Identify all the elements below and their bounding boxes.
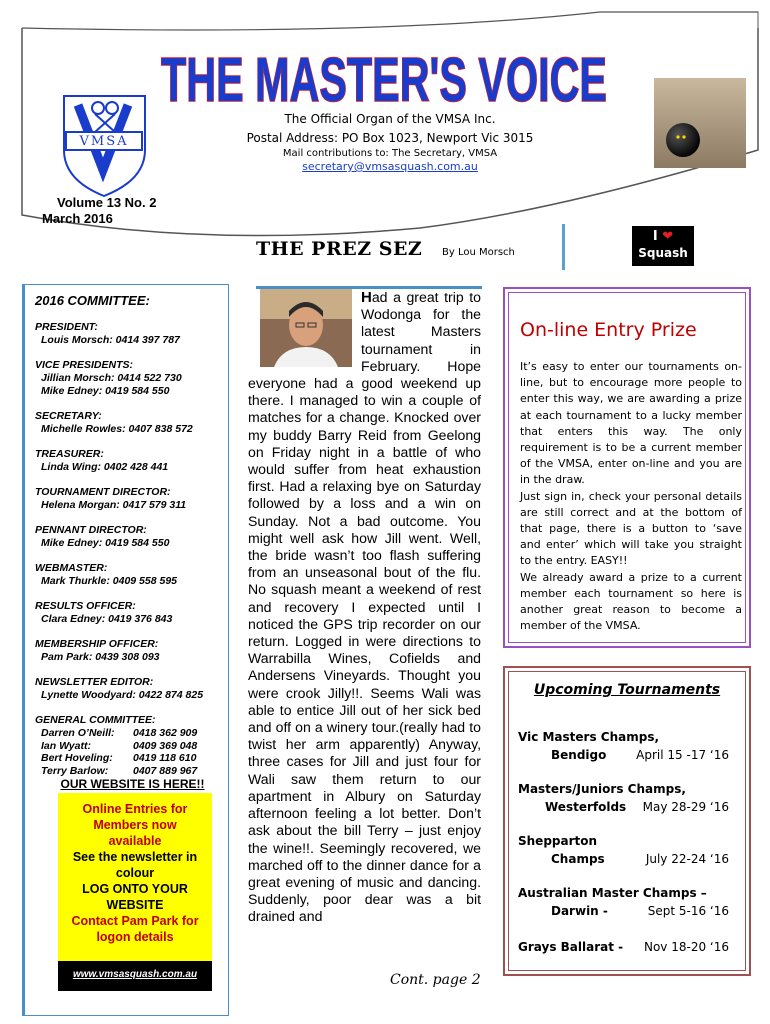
committee-role: RESULTS OFFICER: [35, 600, 136, 612]
committee-member: Louis Morsch: 0414 397 787 [41, 334, 180, 346]
volume-number: Volume 13 No. 2 [57, 195, 157, 210]
tournament-dates: Sept 5-16 ‘16 [647, 904, 729, 918]
committee-role: NEWSLETTER EDITOR: [35, 676, 154, 688]
mail-line: Mail contributions to: The Secretary, VMSA [282, 148, 498, 159]
committee-member: Linda Wing: 0402 428 441 [41, 461, 169, 473]
tournament-name: Australian Master Champs – [518, 886, 707, 900]
committee-member: Lynette Woodyard: 0422 874 825 [41, 689, 204, 701]
promo-line: WEBSITE [106, 898, 164, 912]
committee-member: Jillian Morsch: 0414 522 730 [41, 372, 182, 384]
general-member-phone: 0418 362 909 [133, 727, 198, 739]
tournament-dates: July 22-24 ‘16 [645, 852, 729, 866]
promo-line: colour [115, 866, 155, 880]
online-entry-prize-box [503, 287, 751, 648]
tournament-place: Westerfolds [545, 800, 627, 814]
tournament-place: Bendigo [551, 748, 607, 762]
committee-member: Clara Edney: 0419 376 843 [41, 613, 173, 625]
committee-role: PENNANT DIRECTOR: [35, 524, 147, 536]
logo-text: VMSA [79, 134, 129, 149]
committee-role: VICE PRESIDENTS: [35, 359, 134, 371]
entry-paragraph: We already award a prize to a current member each tournament so here is another great reason to become a member of the VMSA. [520, 570, 742, 633]
i-love-squash-badge [632, 226, 694, 266]
general-member-name: Bert Hoveling: [41, 752, 113, 764]
committee-member: Michelle Rowles: 0407 838 572 [41, 423, 193, 435]
tournament-name: Masters/Juniors Champs, [518, 782, 686, 796]
committee-role: MEMBERSHIP OFFICER: [35, 638, 159, 650]
drop-cap: H [361, 289, 372, 306]
website-heading: OUR WEBSITE IS HERE!! [60, 777, 205, 791]
general-member-name: Darren O’Neill: [41, 727, 115, 739]
online-entries-promo [58, 793, 212, 961]
committee-role: GENERAL COMMITTEE: [35, 714, 156, 726]
committee-member: Pam Park: 0439 308 093 [41, 651, 160, 663]
author-photo [260, 289, 352, 367]
general-member-name: Ian Wyatt: [41, 739, 91, 752]
website-url-link[interactable]: www.vmsasquash.com.au [58, 961, 212, 991]
general-member-phone: 0419 118 610 [133, 752, 197, 764]
committee-role: SECRETARY: [35, 410, 102, 422]
tournament-dates: Nov 18-20 ‘16 [643, 940, 729, 954]
squash-ball-photo [654, 78, 746, 168]
heading-divider [562, 224, 565, 270]
committee-role: PRESIDENT: [35, 321, 98, 333]
promo-line: See the newsletter in [72, 850, 198, 864]
promo-line: Contact Pam Park for [71, 914, 199, 928]
issue-date: March 2016 [42, 211, 113, 226]
prez-byline: By Lou Morsch [442, 247, 515, 258]
masthead-title [158, 46, 610, 115]
committee-member: Mike Edney: 0419 584 550 [41, 537, 170, 549]
svg-text:THE MASTER'S VOICE: THE MASTER'S VOICE [161, 46, 607, 115]
promo-line: Online Entries for [82, 802, 188, 816]
general-member-name: Terry Barlow: [41, 764, 109, 777]
general-member-phone: 0407 889 967 [133, 764, 198, 777]
entry-paragraph: Just sign in, check your personal details are still correct and at the bottom of that page, there is a button to ‘save and enter’ which will take you straight to the entry. EASY!! [520, 489, 742, 568]
tournament-dates: April 15 -17 ‘16 [636, 748, 729, 762]
continued-note: Cont. page 2 [390, 972, 481, 988]
promo-line: LOG ONTO YOUR [82, 882, 188, 896]
organ-line: The Official Organ of the VMSA Inc. [284, 112, 496, 126]
header-banner [0, 0, 770, 260]
promo-line: logon details [96, 930, 174, 944]
email-link[interactable]: secretary@vmsasquash.com.au [302, 160, 478, 173]
prez-sez-title: THE PREZ SEZ [256, 238, 423, 260]
tournament-place: Champs [551, 852, 605, 866]
general-member-phone: 0409 369 048 [133, 739, 198, 752]
prez-article [248, 289, 481, 969]
tournament-name: Shepparton [518, 834, 598, 848]
committee-heading: 2016 COMMITTEE: [35, 293, 150, 308]
committee-role: WEBMASTER: [35, 562, 108, 574]
entry-paragraph: It’s easy to enter our tournaments on-line, but to encourage more people to enter this way, we are awarding a prize at each tournament to a lucky member that enters this way. The only requirement is to be a current member of the VMSA, enter on-line and you are in the draw. [520, 360, 742, 487]
article-body: ad a great trip to Wodonga for the latest Masters tournament in February. Hope everyone had a good weekend up there. I managed to win a couple of matches for a change. Knocked over my buddy Barry Reid from Geelong on Friday night in a battle of who would suffer from heat exhaustion first. Had a relaxing bye on Saturday followed by a loss and a win on Sunday. Not a bad outcome. You might well ask how Jill went. Well, the bride wasn’t too flash suffering from an unseasonal bout of the flu. No squash meant a weekend of rest and recovery I expected until I noticed the GPS trip recorder on our return. Logged in were directions to Warrabilla Wines, Cofields and Andersens Vineyards. Thought you were crook Jilly!!. Seems Wali was able to entice Jill out of her sick bed and off on a winery tour.(really had to twist her arm apparently) Anyway, three cases for Jill and just four for Wali saw them return to our apartment in Albury on Saturday afternoon feeling a lot better. Don’t ask about the bill Terry – just enjoy the wine!!. Seemingly recovered, we marched off to the dinner dance for a great evening of music and dancing. Suddenly, poor dear was a bit drained and [248, 289, 481, 925]
promo-line: Members now [93, 818, 177, 832]
committee-member: Helena Morgan: 0417 579 311 [41, 499, 187, 511]
tournament-place: Darwin - [551, 904, 608, 918]
committee-member: Mark Thurkle: 0409 558 595 [41, 575, 177, 587]
tournaments-title: Upcoming Tournaments [533, 682, 721, 698]
committee-role: TREASURER: [35, 448, 104, 460]
committee-member: Mike Edney: 0419 584 550 [41, 385, 170, 397]
committee-role: TOURNAMENT DIRECTOR: [35, 486, 171, 498]
entry-title: On-line Entry Prize [520, 319, 697, 341]
heart-icon: ❤ [662, 229, 674, 244]
entry-body [520, 359, 742, 634]
tournament-dates: May 28-29 ‘16 [642, 800, 729, 814]
postal-line: Postal Address: PO Box 1023, Newport Vic 3015 [246, 131, 534, 145]
badge-word: Squash [638, 246, 688, 260]
committee-sidebar [22, 284, 229, 1016]
tournament-name: Grays Ballarat - [518, 940, 624, 954]
promo-line: available [108, 834, 162, 848]
badge-i: I [652, 229, 658, 244]
tournament-name: Vic Masters Champs, [518, 730, 660, 744]
upcoming-tournaments-box [503, 666, 751, 976]
